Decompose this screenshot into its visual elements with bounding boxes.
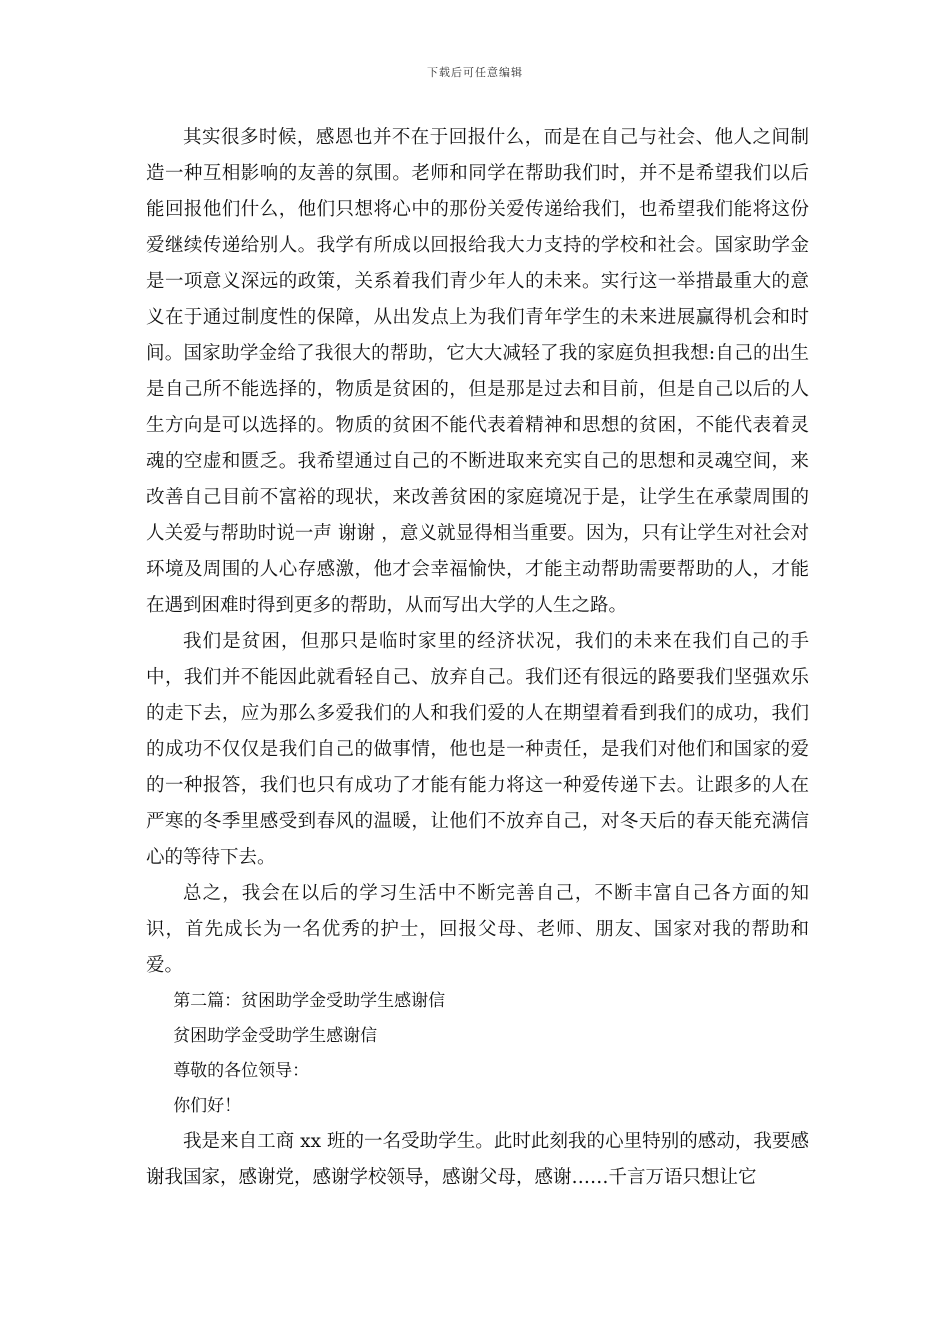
page-header: 下载后可任意编辑 — [427, 66, 523, 79]
body-paragraph: 我们是贫困，但那只是临时家里的经济状况，我们的未来在我们自己的手中，我们并不能因此就看轻自己、放弃自己。我们还有很远的路要我们坚强欢乐的走下去，应为那么多爱我们的人和我们爱的人在期望着看到我们的成功，我们的成功不仅仅是我们自己的做事情，他也是一种责任，是我们对他们和国家的爱的一种报答，我们也只有成功了才能有能力将这一种爱传递下去。让跟多的人在严寒的冬季里感受到春风的温暖，让他们不放弃自己，对冬天后的春天能充满信心的等待下去。 — [146, 631, 809, 868]
body-paragraph: 总之，我会在以后的学习生活中不断完善自己，不断丰富自己各方面的知识，首先成长为一名优秀的护士，回报父母、老师、朋友、国家对我的帮助和爱。 — [146, 883, 809, 976]
body-paragraph: 其实很多时候，感恩也并不在于回报什么，而是在自己与社会、他人之间制造一种互相影响的友善的氛围。老师和同学在帮助我们时，并不是希望我们以后能回报他们什么，他们只想将心中的那份关爱传递给我们，也希望我们能将这份爱继续传递给别人。我学有所成以回报给我大力支持的学校和社会。国家助学金是一项意义深远的政策，关系着我们青少年人的未来。实行这一举措最重大的意义在于通过制度性的保障，从出发点上为我们青年学生的未来进展赢得机会和时间。国家助学金给了我很大的帮助，它大大减轻了我的家庭负担我想:自己的出生是自己所不能选择的，物质是贫困的，但是那是过去和目前，但是自己以后的人生方向是可以选择的。物质的贫困不能代表着精神和思想的贫困，不能代表着灵魂的空虚和匮乏。我希望通过自己的不断进取来充实自己的思想和灵魂空间，来改善自己目前不富裕的现状，来改善贫困的家庭境况于是，让学生在承蒙周围的人关爱与帮助时说一声 谢谢 ，意义就显得相当重要。因为，只有让学生对社会对环境及周围的人心存感激，他才会幸福愉快，才能主动帮助需要帮助的人，才能在遇到困难时得到更多的帮助，从而写出大学的人生之路。 — [146, 127, 809, 616]
document-body — [146, 120, 809, 1196]
letter-title: 贫困助学金受助学生感谢信 — [173, 1026, 378, 1046]
letter-greeting: 你们好！ — [173, 1096, 242, 1116]
letter-body-paragraph: 我是来自工商 xx 班的一名受助学生。此时此刻我的心里特别的感动，我要感谢我国家，感谢党，感谢学校领导，感谢父母，感谢……千言万语只想让它 — [146, 1131, 809, 1188]
letter-salutation: 尊敬的各位领导： — [173, 1061, 310, 1081]
section-heading: 第二篇：贫困助学金受助学生感谢信 — [173, 991, 446, 1011]
